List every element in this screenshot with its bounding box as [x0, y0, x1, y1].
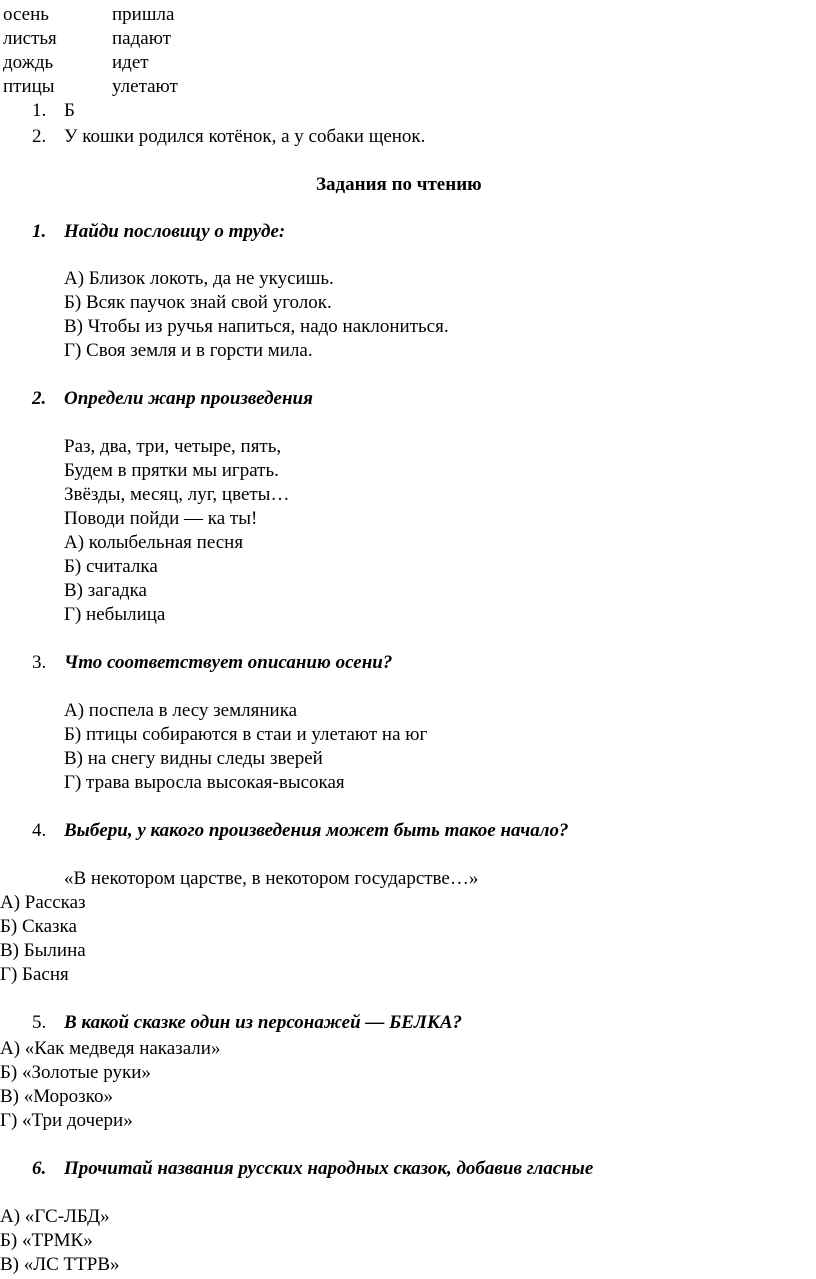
question-title: В какой сказке один из персонажей — БЕЛКА?	[64, 1012, 463, 1033]
option: В) на снегу видны следы зверей	[64, 748, 323, 769]
question-title: Что соответствует описанию осени?	[64, 652, 393, 673]
question-number: 4.	[32, 820, 47, 841]
answer-text: У кошки родился котёнок, а у собаки щенок.	[64, 126, 426, 147]
option: А) «Как медведя наказали»	[0, 1038, 221, 1059]
option: Г) небылица	[64, 604, 166, 625]
poem-line: Поводи пойди — ка ты!	[64, 508, 258, 529]
poem-line: Раз, два, три, четыре, пять,	[64, 436, 282, 457]
answer-number: 2.	[32, 126, 47, 147]
option: Г) «Три дочери»	[0, 1110, 133, 1131]
option: Г) Своя земля и в горсти мила.	[64, 340, 313, 361]
quote: «В некотором царстве, в некотором государстве…»	[64, 868, 479, 889]
table-noun: дождь	[3, 52, 54, 73]
question-number: 3.	[32, 652, 47, 673]
option: А) колыбельная песня	[64, 532, 244, 553]
option: Б) Всяк паучок знай свой уголок.	[64, 292, 332, 313]
table-verb: пришла	[112, 4, 175, 25]
table-noun: осень	[3, 4, 49, 25]
option: В) «ЛС ТТРВ»	[0, 1254, 120, 1275]
option: В) Былина	[0, 940, 86, 961]
option: В) «Морозко»	[0, 1086, 113, 1107]
question-title: Найди пословицу о труде:	[64, 221, 286, 242]
question-title: Определи жанр произведения	[64, 388, 313, 409]
question-number: 5.	[32, 1012, 47, 1033]
question-title: Прочитай названия русских народных сказок, добавив гласные	[64, 1158, 594, 1179]
poem-line: Будем в прятки мы играть.	[64, 460, 279, 481]
table-verb: улетают	[112, 76, 178, 97]
answer-number: 1.	[32, 100, 47, 121]
table-noun: птицы	[3, 76, 55, 97]
option: Г) трава выросла высокая-высокая	[64, 772, 345, 793]
table-noun: листья	[3, 28, 57, 49]
option: Б) «ТРМК»	[0, 1230, 93, 1251]
option: Г) Басня	[0, 964, 69, 985]
option: А) Близок локоть, да не укусишь.	[64, 268, 334, 289]
question-number: 2.	[32, 388, 47, 409]
option: Б) считалка	[64, 556, 158, 577]
question-number: 1.	[32, 221, 47, 242]
question-title: Выбери, у какого произведения может быть такое начало?	[64, 820, 569, 841]
option: Б) «Золотые руки»	[0, 1062, 151, 1083]
poem-line: Звёзды, месяц, луг, цветы…	[64, 484, 290, 505]
section-title: Задания по чтению	[316, 174, 482, 195]
answer-text: Б	[64, 100, 75, 121]
table-verb: идет	[112, 52, 149, 73]
table-verb: падают	[112, 28, 171, 49]
option: Б) птицы собираются в стаи и улетают на юг	[64, 724, 428, 745]
option: А) «ГС-ЛБД»	[0, 1206, 110, 1227]
option: В) Чтобы из ручья напиться, надо наклониться.	[64, 316, 449, 337]
question-number: 6.	[32, 1158, 47, 1179]
option: А) поспела в лесу земляника	[64, 700, 298, 721]
option: В) загадка	[64, 580, 147, 601]
option: Б) Сказка	[0, 916, 77, 937]
option: А) Рассказ	[0, 892, 86, 913]
